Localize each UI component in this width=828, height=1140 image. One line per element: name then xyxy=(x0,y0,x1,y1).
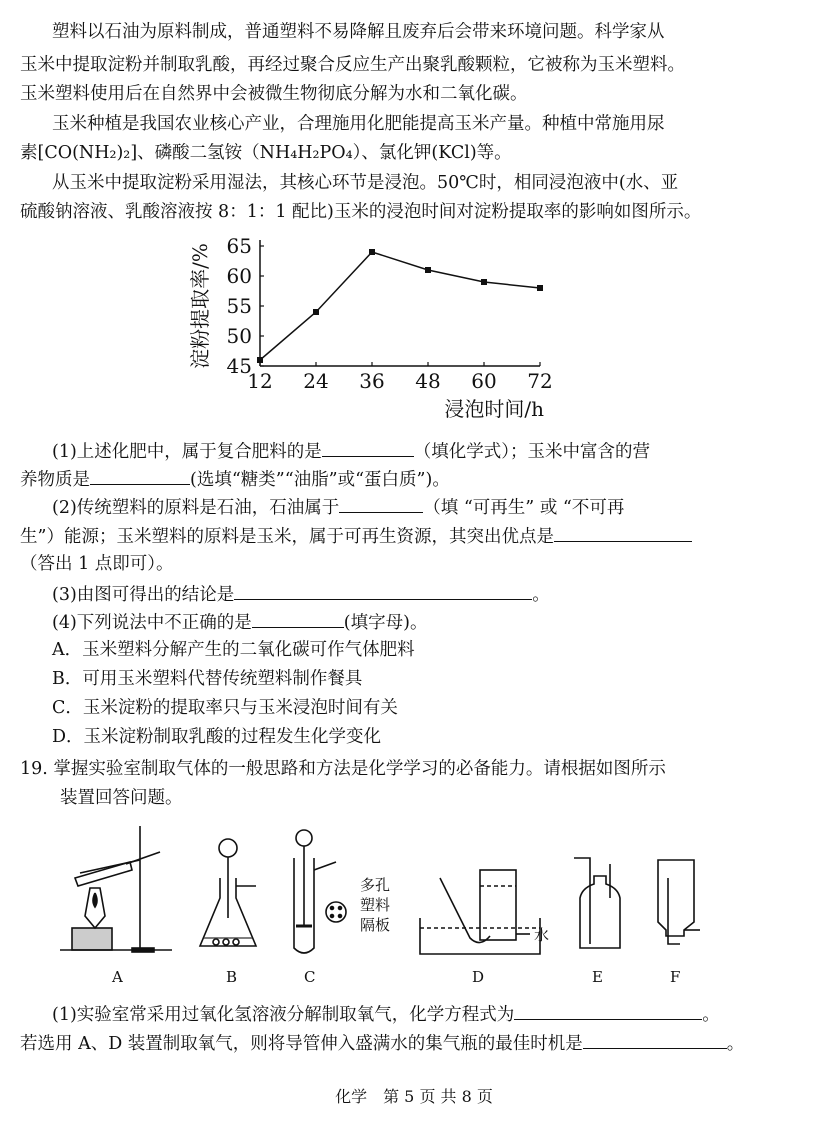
apparatus-label-e: E xyxy=(592,968,603,986)
answer-blank-compound-fertilizer[interactable] xyxy=(322,438,414,457)
apparatus-e xyxy=(574,858,620,948)
apparatus-label-f: F xyxy=(670,968,681,986)
y-tick-label: 65 xyxy=(226,234,252,258)
q18-3-line xyxy=(52,581,828,607)
apparatus-f xyxy=(658,860,700,944)
x-tick-label: 36 xyxy=(359,369,385,393)
apparatus-d xyxy=(420,870,540,954)
q18-4-text-a: (4)下列说法中不正确的是 xyxy=(52,613,252,633)
q18-2-text-c: 生”）能源；玉米塑料的原料是玉米，属于可再生资源，其突出优点是 xyxy=(20,527,554,547)
callout-porous-1: 多孔 xyxy=(360,876,391,894)
intro-p1-line1: 塑料以石油为原料制成，普通塑料不易降解且废弃后会带来环境问题。科学家从 xyxy=(52,22,665,42)
intro-p3-line2: 硫酸钠溶液、乳酸溶液按 8：1：1 配比)玉米的浸泡时间对淀粉提取率的影响如图所示。 xyxy=(20,202,702,222)
option-a: A．玉米塑料分解产生的二氧化碳可作气体肥料 xyxy=(52,640,415,660)
intro-p2-line2: 素[CO(NH₂)₂]、磷酸二氢铵（NH₄H₂PO₄）、氯化钾(KCl)等。 xyxy=(20,143,512,163)
y-axis-label: 淀粉提取率/% xyxy=(188,243,212,369)
callout-porous-2: 塑料 xyxy=(360,896,391,914)
q18-1-line2 xyxy=(20,466,810,492)
q18-1-text-b: （填化学式）；玉米中富含的营 xyxy=(413,442,651,462)
answer-blank-nutrient[interactable] xyxy=(90,466,190,485)
intro-p1-line3: 玉米塑料使用后在自然界中会被微生物彻底分解为水和二氧化碳。 xyxy=(20,84,528,104)
apparatus-c xyxy=(294,830,346,953)
data-point xyxy=(257,357,263,363)
answer-blank-incorrect-option[interactable] xyxy=(252,609,344,628)
apparatus-a xyxy=(60,826,172,952)
q18-2-line3: （答出 1 点即可）。 xyxy=(20,554,174,574)
q18-2-text-b: （填 “可再生” 或 “不可再 xyxy=(423,498,625,518)
data-point xyxy=(537,285,543,291)
x-tick-label: 72 xyxy=(527,369,553,393)
apparatus-label-a: A xyxy=(112,968,123,986)
answer-blank-timing[interactable] xyxy=(583,1030,727,1049)
data-point xyxy=(481,279,487,285)
apparatus-label-d: D xyxy=(472,968,485,986)
intro-p2-line1: 玉米种植是我国农业核心产业，合理施用化肥能提高玉米产量。种植中常施用尿 xyxy=(52,114,665,134)
q18-3-text-b: 。 xyxy=(532,585,550,605)
callout-porous-3: 隔板 xyxy=(360,916,391,934)
data-point xyxy=(425,267,431,273)
q18-1-text-c: 养物质是 xyxy=(20,470,90,490)
option-b: B．可用玉米塑料代替传统塑料制作餐具 xyxy=(52,669,363,689)
y-tick-label: 60 xyxy=(226,264,252,288)
q19-stem-line1: 19. 掌握实验室制取气体的一般思路和方法是化学学习的必备能力。请根据如图所示 xyxy=(20,759,666,779)
apparatus-b xyxy=(200,839,256,946)
intro-p1-line2: 玉米中提取淀粉并制取乳酸，再经过聚合反应生产出聚乳酸颗粒，它被称为玉米塑料。 xyxy=(20,55,685,75)
x-tick-label: 12 xyxy=(247,369,273,393)
starch-extraction-chart xyxy=(185,228,565,428)
x-tick-label: 48 xyxy=(415,369,441,393)
data-point xyxy=(313,309,319,315)
q18-4-line xyxy=(52,609,828,635)
q19-stem-line2: 装置回答问题。 xyxy=(60,788,183,808)
q19-1-text-a: (1)实验室常采用过氧化氢溶液分解制取氧气，化学方程式为 xyxy=(52,1005,515,1025)
callout-water: 水 xyxy=(534,926,550,944)
q18-1-line1 xyxy=(52,438,828,464)
apparatus-label-c: C xyxy=(304,968,316,986)
answer-blank-energy-type[interactable] xyxy=(339,494,423,513)
q18-2-line1 xyxy=(52,494,828,520)
y-tick-label: 55 xyxy=(226,294,252,318)
apparatus-label-b: B xyxy=(226,968,238,986)
option-c: C．玉米淀粉的提取率只与玉米浸泡时间有关 xyxy=(52,698,398,718)
answer-blank-conclusion[interactable] xyxy=(234,581,532,600)
x-tick-label: 60 xyxy=(471,369,497,393)
page-footer: 化学 第 5 页 共 8 页 xyxy=(335,1087,493,1106)
x-axis-label: 浸泡时间/h xyxy=(444,397,544,421)
q19-1-line1 xyxy=(52,1001,828,1027)
y-tick-label: 50 xyxy=(226,324,252,348)
q19-1-text-c: 若选用 A、D 装置制取氧气，则将导管伸入盛满水的集气瓶的最佳时机是 xyxy=(20,1034,583,1054)
q18-1-text-a: (1)上述化肥中，属于复合肥料的是 xyxy=(52,442,322,462)
x-tick-label: 24 xyxy=(303,369,329,393)
data-point xyxy=(369,249,375,255)
y-tick-label: 45 xyxy=(226,354,252,378)
q19-1-line2 xyxy=(20,1030,810,1056)
option-d: D．玉米淀粉制取乳酸的过程发生化学变化 xyxy=(52,727,382,747)
answer-blank-advantage[interactable] xyxy=(554,523,692,542)
series-line xyxy=(260,252,540,360)
q19-1-text-d: 。 xyxy=(726,1034,745,1054)
q18-1-text-d: (选填“糖类”“油脂”或“蛋白质”)。 xyxy=(190,470,450,490)
q18-2-line2 xyxy=(20,523,810,549)
q18-3-text-a: (3)由图可得出的结论是 xyxy=(52,585,235,605)
apparatus-figure xyxy=(60,818,700,988)
q18-4-text-b: (填字母)。 xyxy=(343,613,428,633)
answer-blank-equation[interactable] xyxy=(514,1001,702,1020)
q19-1-text-b: 。 xyxy=(702,1005,720,1025)
intro-p3-line1: 从玉米中提取淀粉采用湿法，其核心环节是浸泡。50℃时，相同浸泡液中(水、亚 xyxy=(52,173,679,193)
q18-2-text-a: (2)传统塑料的原料是石油，石油属于 xyxy=(52,498,340,518)
